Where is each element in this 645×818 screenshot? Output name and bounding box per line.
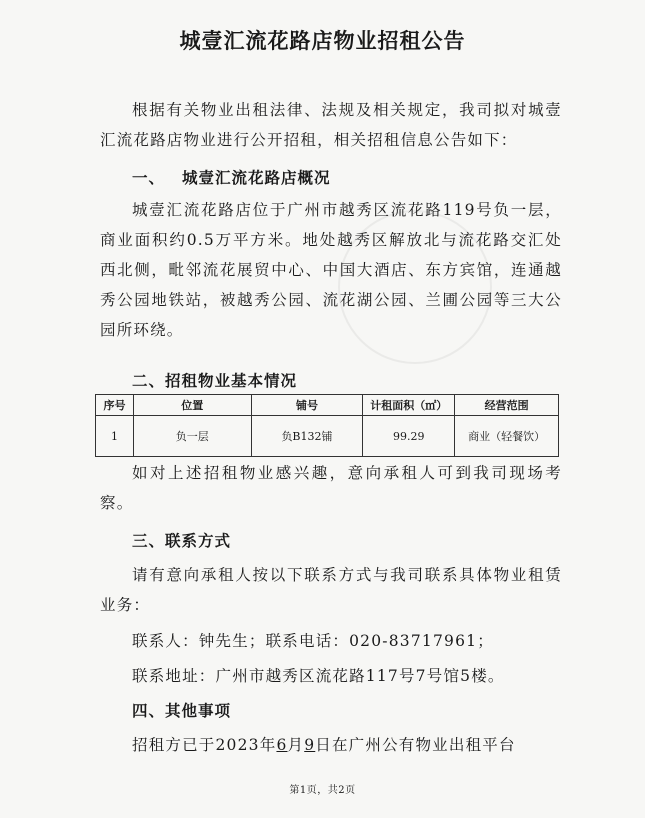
section-4-body-suffix: 日在广州公有物业出租平台 xyxy=(315,736,516,754)
section-4-body-prefix: 招租方已于2023年 xyxy=(132,736,277,754)
contact-line: 联系人：钟先生；联系电话：020-83717961； xyxy=(132,632,494,650)
section-4-month: 6 xyxy=(276,736,288,754)
section-4-heading xyxy=(132,699,231,721)
section-4-body xyxy=(100,730,562,760)
column-header: 计租面积（㎡） xyxy=(363,395,455,416)
section-2-title: 招租物业基本情况 xyxy=(165,372,298,390)
section-2-after-paragraph: 如对上述招租物业感兴趣，意向承租人可到我司现场考察。 xyxy=(100,464,562,512)
section-3-title: 联系方式 xyxy=(165,532,232,550)
table-row xyxy=(96,416,559,457)
column-header: 位置 xyxy=(133,395,251,416)
table-header-row xyxy=(96,395,559,416)
section-1-heading xyxy=(132,166,331,188)
address-line: 联系地址：广州市越秀区流花路117号7号馆5楼。 xyxy=(132,667,505,685)
property-table xyxy=(95,394,559,457)
table-cell: 负一层 xyxy=(133,416,251,457)
section-4-title: 其他事项 xyxy=(165,702,232,720)
table-cell: 商业（轻餐饮） xyxy=(455,416,559,457)
column-header: 铺号 xyxy=(251,395,363,416)
section-3-body: 请有意向承租人按以下联系方式与我司联系具体物业租赁业务： xyxy=(100,566,562,614)
section-1-title: 城壹汇流花路店概况 xyxy=(182,169,331,187)
section-4-month-label: 月 xyxy=(287,736,305,754)
page-footer: 第1页，共2页 xyxy=(289,785,356,796)
column-header: 经营范围 xyxy=(455,395,559,416)
section-3-number: 三、 xyxy=(132,532,166,550)
section-1-body: 城壹汇流花路店位于广州市越秀区流花路119号负一层，商业面积约0.5万平方米。地处越秀区解放北与流花路交汇处西北侧，毗邻流花展贸中心、中国大酒店、东方宾馆，连通越秀公园地铁站，被越秀公园、流花湖公园、兰圃公园等三大公园所环绕。 xyxy=(100,201,562,339)
section-4-number: 四、 xyxy=(132,702,166,720)
section-1-number: 一、 xyxy=(132,169,166,187)
column-header: 序号 xyxy=(96,395,134,416)
page-title: 城壹汇流花路店物业招租公告 xyxy=(179,29,466,53)
section-2-heading xyxy=(132,369,297,391)
table-cell: 99.29 xyxy=(363,416,455,457)
section-3-heading xyxy=(132,529,231,551)
section-4-day: 9 xyxy=(304,736,316,754)
table-cell: 1 xyxy=(96,416,134,457)
section-2-number: 二、 xyxy=(132,372,166,390)
intro-paragraph: 根据有关物业出租法律、法规及相关规定，我司拟对城壹汇流花路店物业进行公开招租，相关招租信息公告如下： xyxy=(100,101,562,149)
table-cell: 负B132铺 xyxy=(251,416,363,457)
